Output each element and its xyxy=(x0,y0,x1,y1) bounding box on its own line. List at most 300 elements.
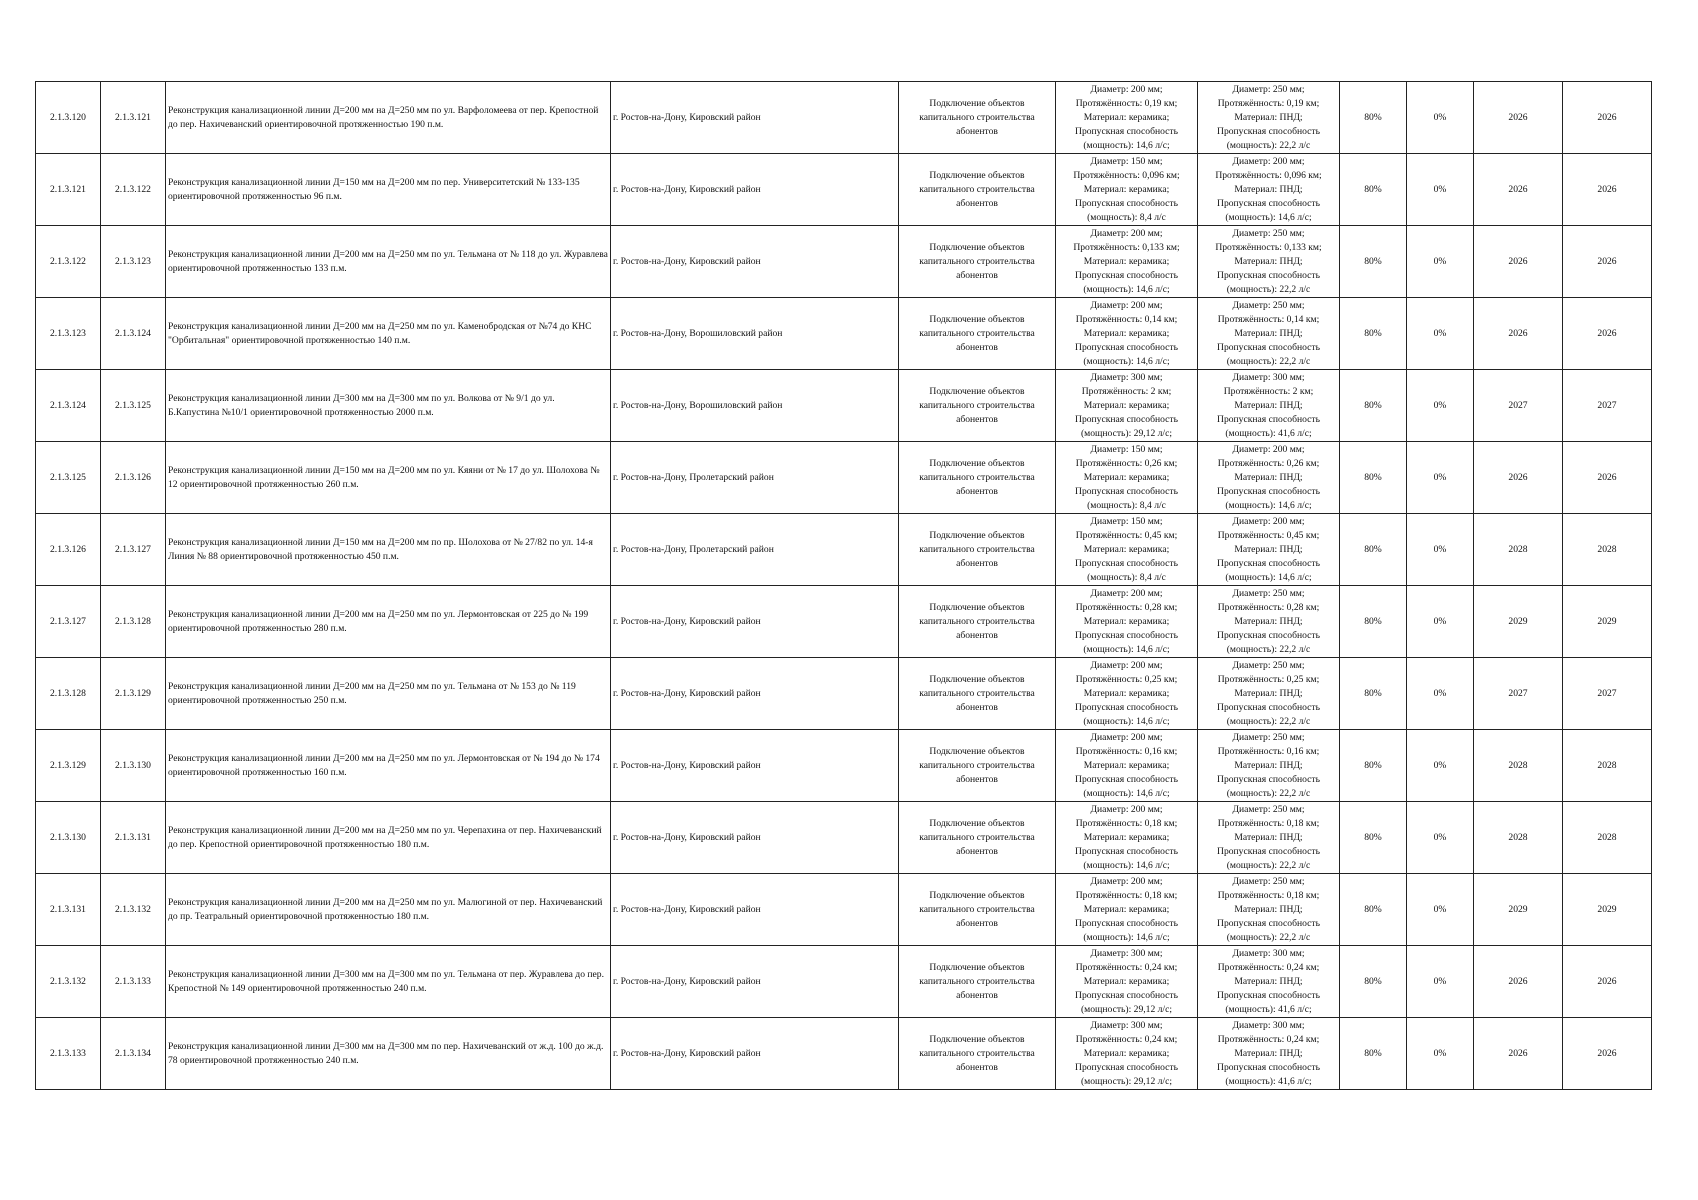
location-cell: г. Ростов-на-Дону, Пролетарский район xyxy=(611,514,899,586)
params-after-line: Протяжённость: 0,133 км; xyxy=(1215,241,1322,253)
row-number-cell: 2.1.3.123 xyxy=(36,298,101,370)
params-after-line: Пропускная способность xyxy=(1217,125,1320,137)
project-name-cell: Реконструкция канализационной линии Д=300 мм на Д=300 мм по ул. Волкова от № 9/1 до ул. Б.Капустина №10/1 ориентировочной протяженностью 2000 п.м. xyxy=(166,370,611,442)
params-after-cell xyxy=(1198,1018,1340,1090)
params-before-line: Материал: керамика; xyxy=(1083,543,1170,555)
project-name-cell: Реконструкция канализационной линии Д=150 мм на Д=200 мм по пр. Шолохова от № 27/82 по ул. 14-я Линия № 88 ориентировочной протяженностью 450 п.м. xyxy=(166,514,611,586)
table-row xyxy=(36,442,1652,514)
row-number-cell: 2.1.3.130 xyxy=(36,802,101,874)
params-before-line: Протяжённость: 0,133 км; xyxy=(1073,241,1180,253)
purpose-cell: Подключение объектов капитального строительства абонентов xyxy=(899,874,1056,946)
params-after-line: Диаметр: 250 мм; xyxy=(1232,227,1305,239)
params-before-line: (мощность): 29,12 л/с; xyxy=(1080,1075,1173,1087)
params-after-line: (мощность): 22,2 л/с xyxy=(1226,931,1311,943)
params-before-line: Пропускная способность xyxy=(1075,845,1178,857)
year-start-cell: 2026 xyxy=(1474,226,1563,298)
params-after-line: Материал: ПНД; xyxy=(1234,831,1303,843)
location-cell: г. Ростов-на-Дону, Пролетарский район xyxy=(611,442,899,514)
params-before-line: Пропускная способность xyxy=(1075,773,1178,785)
params-after-line: Протяжённость: 0,24 км; xyxy=(1217,1033,1320,1045)
params-after-line: Диаметр: 200 мм; xyxy=(1232,443,1305,455)
params-before-line: Диаметр: 300 мм; xyxy=(1090,371,1163,383)
year-end-cell: 2027 xyxy=(1563,370,1652,442)
params-before-line: Пропускная способность xyxy=(1075,485,1178,497)
year-end-cell: 2026 xyxy=(1563,1018,1652,1090)
params-before-line: Материал: керамика; xyxy=(1083,111,1170,123)
params-before-line: Протяжённость: 0,19 км; xyxy=(1075,97,1178,109)
wear-before-cell: 80% xyxy=(1340,370,1407,442)
params-before-line: Пропускная способность xyxy=(1075,917,1178,929)
params-before-line: (мощность): 14,6 л/с; xyxy=(1083,139,1170,151)
params-before-line: Материал: керамика; xyxy=(1083,759,1170,771)
params-after-line: (мощность): 22,2 л/с xyxy=(1226,139,1311,151)
params-after-cell xyxy=(1198,442,1340,514)
wear-before-cell: 80% xyxy=(1340,154,1407,226)
year-end-cell: 2026 xyxy=(1563,442,1652,514)
params-before-line: Диаметр: 150 мм; xyxy=(1090,443,1163,455)
table-body xyxy=(36,82,1652,1090)
row-code-cell: 2.1.3.134 xyxy=(101,1018,166,1090)
params-after-line: Диаметр: 250 мм; xyxy=(1232,587,1305,599)
wear-before-cell: 80% xyxy=(1340,442,1407,514)
project-name-cell: Реконструкция канализационной линии Д=300 мм на Д=300 мм по ул. Тельмана от пер. Журавлева до пер. Крепостной № 149 ориентировочной протяженностью 240 п.м. xyxy=(166,946,611,1018)
wear-before-cell: 80% xyxy=(1340,946,1407,1018)
row-code-cell: 2.1.3.128 xyxy=(101,586,166,658)
params-before-line: (мощность): 14,6 л/с; xyxy=(1083,931,1170,943)
params-after-line: Пропускная способность xyxy=(1217,197,1320,209)
params-before-line: Протяжённость: 0,16 км; xyxy=(1075,745,1178,757)
params-after-line: Диаметр: 250 мм; xyxy=(1232,299,1305,311)
project-name-cell: Реконструкция канализационной линии Д=200 мм на Д=250 мм по ул. Варфоломеева от пер. Крепостной до пер. Нахичеванский ориентировочной протяженностью 190 п.м. xyxy=(166,82,611,154)
params-after-cell xyxy=(1198,802,1340,874)
year-start-cell: 2028 xyxy=(1474,802,1563,874)
params-before-line: Материал: керамика; xyxy=(1083,399,1170,411)
params-after-line: Диаметр: 300 мм; xyxy=(1232,1019,1305,1031)
row-code-cell: 2.1.3.127 xyxy=(101,514,166,586)
params-before-line: Диаметр: 200 мм; xyxy=(1090,731,1163,743)
row-code-cell: 2.1.3.123 xyxy=(101,226,166,298)
project-name-cell: Реконструкция канализационной линии Д=200 мм на Д=250 мм по ул. Тельмана от № 118 до ул. Журавлева ориентировочной протяженностью 133 п.м. xyxy=(166,226,611,298)
project-name-cell: Реконструкция канализационной линии Д=200 мм на Д=250 мм по ул. Малюгиной от пер. Нахичеванский до пр. Театральный ориентировочной протяженностью 180 п.м. xyxy=(166,874,611,946)
table-row xyxy=(36,298,1652,370)
year-end-cell: 2027 xyxy=(1563,658,1652,730)
params-after-line: Материал: ПНД; xyxy=(1234,903,1303,915)
row-number-cell: 2.1.3.126 xyxy=(36,514,101,586)
location-cell: г. Ростов-на-Дону, Кировский район xyxy=(611,82,899,154)
params-after-cell xyxy=(1198,514,1340,586)
row-code-cell: 2.1.3.126 xyxy=(101,442,166,514)
table-row xyxy=(36,874,1652,946)
params-before-line: Пропускная способность xyxy=(1075,1061,1178,1073)
sewer-reconstruction-table xyxy=(35,81,1652,1090)
params-after-line: Материал: ПНД; xyxy=(1234,399,1303,411)
params-before-line: Протяжённость: 0,096 км; xyxy=(1073,169,1180,181)
params-after-line: Протяжённость: 0,19 км; xyxy=(1217,97,1320,109)
params-after-line: Протяжённость: 0,18 км; xyxy=(1217,889,1320,901)
table-row xyxy=(36,514,1652,586)
params-after-cell xyxy=(1198,298,1340,370)
params-before-line: Материал: керамика; xyxy=(1083,1047,1170,1059)
purpose-cell: Подключение объектов капитального строительства абонентов xyxy=(899,802,1056,874)
params-after-line: Пропускная способность xyxy=(1217,917,1320,929)
params-after-line: Диаметр: 250 мм; xyxy=(1232,803,1305,815)
location-cell: г. Ростов-на-Дону, Ворошиловский район xyxy=(611,370,899,442)
params-after-line: Пропускная способность xyxy=(1217,629,1320,641)
params-after-line: Протяжённость: 0,24 км; xyxy=(1217,961,1320,973)
row-code-cell: 2.1.3.129 xyxy=(101,658,166,730)
params-after-line: Протяжённость: 0,096 км; xyxy=(1215,169,1322,181)
params-before-line: Протяжённость: 0,28 км; xyxy=(1075,601,1178,613)
purpose-cell: Подключение объектов капитального строительства абонентов xyxy=(899,442,1056,514)
params-before-cell xyxy=(1056,370,1198,442)
wear-before-cell: 80% xyxy=(1340,1018,1407,1090)
wear-before-cell: 80% xyxy=(1340,730,1407,802)
purpose-cell: Подключение объектов капитального строительства абонентов xyxy=(899,946,1056,1018)
params-before-line: Материал: керамика; xyxy=(1083,183,1170,195)
params-before-line: Диаметр: 150 мм; xyxy=(1090,515,1163,527)
params-after-line: (мощность): 41,6 л/с; xyxy=(1225,1003,1312,1015)
params-after-cell xyxy=(1198,730,1340,802)
row-number-cell: 2.1.3.128 xyxy=(36,658,101,730)
params-after-cell xyxy=(1198,946,1340,1018)
params-after-line: Диаметр: 200 мм; xyxy=(1232,155,1305,167)
params-after-line: Материал: ПНД; xyxy=(1234,327,1303,339)
wear-before-cell: 80% xyxy=(1340,82,1407,154)
params-before-line: Диаметр: 200 мм; xyxy=(1090,803,1163,815)
params-after-line: Протяжённость: 0,25 км; xyxy=(1217,673,1320,685)
year-start-cell: 2026 xyxy=(1474,154,1563,226)
params-before-line: Материал: керамика; xyxy=(1083,255,1170,267)
params-before-line: Материал: керамика; xyxy=(1083,687,1170,699)
wear-after-cell: 0% xyxy=(1407,874,1474,946)
year-end-cell: 2026 xyxy=(1563,82,1652,154)
params-before-line: Диаметр: 200 мм; xyxy=(1090,299,1163,311)
params-before-line: Материал: керамика; xyxy=(1083,903,1170,915)
purpose-cell: Подключение объектов капитального строительства абонентов xyxy=(899,586,1056,658)
params-after-line: Материал: ПНД; xyxy=(1234,687,1303,699)
wear-before-cell: 80% xyxy=(1340,658,1407,730)
wear-after-cell: 0% xyxy=(1407,226,1474,298)
params-before-cell xyxy=(1056,586,1198,658)
params-before-line: Материал: керамика; xyxy=(1083,831,1170,843)
params-before-cell xyxy=(1056,802,1198,874)
params-before-line: (мощность): 14,6 л/с; xyxy=(1083,643,1170,655)
table-row xyxy=(36,370,1652,442)
params-after-cell xyxy=(1198,82,1340,154)
params-before-line: Протяжённость: 0,14 км; xyxy=(1075,313,1178,325)
params-after-line: (мощность): 22,2 л/с xyxy=(1226,787,1311,799)
params-after-line: Материал: ПНД; xyxy=(1234,615,1303,627)
project-name-cell: Реконструкция канализационной линии Д=200 мм на Д=250 мм по ул. Каменобродская от №74 до КНС "Орбитальная" ориентировочной протяженностью 140 п.м. xyxy=(166,298,611,370)
wear-before-cell: 80% xyxy=(1340,226,1407,298)
params-before-line: Материал: керамика; xyxy=(1083,975,1170,987)
year-start-cell: 2027 xyxy=(1474,658,1563,730)
wear-before-cell: 80% xyxy=(1340,298,1407,370)
row-code-cell: 2.1.3.133 xyxy=(101,946,166,1018)
params-after-line: Пропускная способность xyxy=(1217,485,1320,497)
table-row xyxy=(36,946,1652,1018)
year-start-cell: 2026 xyxy=(1474,946,1563,1018)
wear-after-cell: 0% xyxy=(1407,154,1474,226)
params-after-line: Пропускная способность xyxy=(1217,269,1320,281)
params-after-line: (мощность): 41,6 л/с; xyxy=(1225,427,1312,439)
params-after-cell xyxy=(1198,586,1340,658)
row-code-cell: 2.1.3.132 xyxy=(101,874,166,946)
params-after-line: Диаметр: 250 мм; xyxy=(1232,731,1305,743)
project-name-cell: Реконструкция канализационной линии Д=200 мм на Д=250 мм по ул. Лермонтовская от 225 до № 199 ориентировочной протяженностью 280 п.м. xyxy=(166,586,611,658)
row-number-cell: 2.1.3.133 xyxy=(36,1018,101,1090)
params-before-line: (мощность): 14,6 л/с; xyxy=(1083,283,1170,295)
params-after-line: (мощность): 22,2 л/с xyxy=(1226,859,1311,871)
table-row xyxy=(36,82,1652,154)
wear-after-cell: 0% xyxy=(1407,82,1474,154)
row-number-cell: 2.1.3.124 xyxy=(36,370,101,442)
params-before-line: Пропускная способность xyxy=(1075,413,1178,425)
row-code-cell: 2.1.3.122 xyxy=(101,154,166,226)
params-before-line: Протяжённость: 2 км; xyxy=(1081,385,1172,397)
params-after-line: Протяжённость: 2 км; xyxy=(1223,385,1314,397)
params-after-line: Материал: ПНД; xyxy=(1234,255,1303,267)
params-before-cell xyxy=(1056,1018,1198,1090)
location-cell: г. Ростов-на-Дону, Ворошиловский район xyxy=(611,298,899,370)
location-cell: г. Ростов-на-Дону, Кировский район xyxy=(611,874,899,946)
location-cell: г. Ростов-на-Дону, Кировский район xyxy=(611,802,899,874)
year-start-cell: 2027 xyxy=(1474,370,1563,442)
params-after-line: Пропускная способность xyxy=(1217,1061,1320,1073)
year-start-cell: 2026 xyxy=(1474,1018,1563,1090)
location-cell: г. Ростов-на-Дону, Кировский район xyxy=(611,658,899,730)
params-after-line: Диаметр: 300 мм; xyxy=(1232,371,1305,383)
params-after-line: Диаметр: 200 мм; xyxy=(1232,515,1305,527)
params-after-line: (мощность): 41,6 л/с; xyxy=(1225,1075,1312,1087)
params-before-line: Диаметр: 200 мм; xyxy=(1090,227,1163,239)
params-before-cell xyxy=(1056,874,1198,946)
wear-before-cell: 80% xyxy=(1340,514,1407,586)
year-start-cell: 2029 xyxy=(1474,586,1563,658)
location-cell: г. Ростов-на-Дону, Кировский район xyxy=(611,226,899,298)
purpose-cell: Подключение объектов капитального строительства абонентов xyxy=(899,154,1056,226)
wear-before-cell: 80% xyxy=(1340,874,1407,946)
params-before-cell xyxy=(1056,442,1198,514)
table-row xyxy=(36,1018,1652,1090)
params-after-line: (мощность): 22,2 л/с xyxy=(1226,355,1311,367)
params-before-line: Диаметр: 300 мм; xyxy=(1090,947,1163,959)
params-before-line: Пропускная способность xyxy=(1075,341,1178,353)
params-before-line: Протяжённость: 0,18 км; xyxy=(1075,817,1178,829)
params-before-line: Протяжённость: 0,25 км; xyxy=(1075,673,1178,685)
params-after-line: Материал: ПНД; xyxy=(1234,183,1303,195)
params-after-line: Материал: ПНД; xyxy=(1234,543,1303,555)
params-after-line: Протяжённость: 0,18 км; xyxy=(1217,817,1320,829)
row-number-cell: 2.1.3.120 xyxy=(36,82,101,154)
params-before-line: Материал: керамика; xyxy=(1083,615,1170,627)
params-before-line: Диаметр: 200 мм; xyxy=(1090,875,1163,887)
params-after-line: Пропускная способность xyxy=(1217,989,1320,1001)
params-before-line: Пропускная способность xyxy=(1075,989,1178,1001)
purpose-cell: Подключение объектов капитального строительства абонентов xyxy=(899,298,1056,370)
params-after-line: Материал: ПНД; xyxy=(1234,111,1303,123)
params-before-line: Пропускная способность xyxy=(1075,269,1178,281)
params-before-line: Пропускная способность xyxy=(1075,629,1178,641)
location-cell: г. Ростов-на-Дону, Кировский район xyxy=(611,154,899,226)
year-start-cell: 2028 xyxy=(1474,514,1563,586)
location-cell: г. Ростов-на-Дону, Кировский район xyxy=(611,1018,899,1090)
params-before-line: (мощность): 14,6 л/с; xyxy=(1083,787,1170,799)
params-before-line: (мощность): 29,12 л/с; xyxy=(1080,427,1173,439)
table-row xyxy=(36,226,1652,298)
params-after-line: Протяжённость: 0,45 км; xyxy=(1217,529,1320,541)
year-end-cell: 2026 xyxy=(1563,298,1652,370)
params-after-cell xyxy=(1198,226,1340,298)
wear-after-cell: 0% xyxy=(1407,946,1474,1018)
params-before-line: (мощность): 8,4 л/с xyxy=(1087,499,1166,511)
year-end-cell: 2029 xyxy=(1563,874,1652,946)
params-before-line: (мощность): 8,4 л/с xyxy=(1087,211,1166,223)
wear-before-cell: 80% xyxy=(1340,802,1407,874)
params-before-cell xyxy=(1056,514,1198,586)
wear-after-cell: 0% xyxy=(1407,802,1474,874)
params-before-line: (мощность): 14,6 л/с; xyxy=(1083,859,1170,871)
params-before-cell xyxy=(1056,946,1198,1018)
project-name-cell: Реконструкция канализационной линии Д=200 мм на Д=250 мм по ул. Лермонтовская от № 194 до № 174 ориентировочной протяженностью 160 п.м. xyxy=(166,730,611,802)
table-row xyxy=(36,586,1652,658)
year-end-cell: 2029 xyxy=(1563,586,1652,658)
params-after-cell xyxy=(1198,370,1340,442)
params-after-line: Протяжённость: 0,26 км; xyxy=(1217,457,1320,469)
row-number-cell: 2.1.3.127 xyxy=(36,586,101,658)
year-start-cell: 2028 xyxy=(1474,730,1563,802)
purpose-cell: Подключение объектов капитального строительства абонентов xyxy=(899,370,1056,442)
params-before-line: Протяжённость: 0,26 км; xyxy=(1075,457,1178,469)
params-after-line: Диаметр: 300 мм; xyxy=(1232,947,1305,959)
year-start-cell: 2029 xyxy=(1474,874,1563,946)
params-before-line: Пропускная способность xyxy=(1075,125,1178,137)
params-before-cell xyxy=(1056,226,1198,298)
purpose-cell: Подключение объектов капитального строительства абонентов xyxy=(899,1018,1056,1090)
year-start-cell: 2026 xyxy=(1474,442,1563,514)
params-after-line: Пропускная способность xyxy=(1217,341,1320,353)
params-after-line: Пропускная способность xyxy=(1217,557,1320,569)
params-before-line: (мощность): 8,4 л/с xyxy=(1087,571,1166,583)
year-end-cell: 2026 xyxy=(1563,226,1652,298)
row-number-cell: 2.1.3.121 xyxy=(36,154,101,226)
params-after-line: Пропускная способность xyxy=(1217,701,1320,713)
wear-after-cell: 0% xyxy=(1407,298,1474,370)
row-code-cell: 2.1.3.131 xyxy=(101,802,166,874)
params-after-line: (мощность): 22,2 л/с xyxy=(1226,283,1311,295)
params-after-cell xyxy=(1198,154,1340,226)
purpose-cell: Подключение объектов капитального строительства абонентов xyxy=(899,514,1056,586)
row-code-cell: 2.1.3.130 xyxy=(101,730,166,802)
row-number-cell: 2.1.3.122 xyxy=(36,226,101,298)
year-start-cell: 2026 xyxy=(1474,298,1563,370)
params-before-line: Протяжённость: 0,18 км; xyxy=(1075,889,1178,901)
params-before-line: Протяжённость: 0,24 км; xyxy=(1075,1033,1178,1045)
params-after-cell xyxy=(1198,658,1340,730)
params-after-cell xyxy=(1198,874,1340,946)
params-after-line: Материал: ПНД; xyxy=(1234,1047,1303,1059)
table-row xyxy=(36,802,1652,874)
purpose-cell: Подключение объектов капитального строительства абонентов xyxy=(899,82,1056,154)
location-cell: г. Ростов-на-Дону, Кировский район xyxy=(611,586,899,658)
params-before-line: Диаметр: 200 мм; xyxy=(1090,659,1163,671)
params-after-line: Диаметр: 250 мм; xyxy=(1232,875,1305,887)
params-before-line: Пропускная способность xyxy=(1075,197,1178,209)
params-after-line: Протяжённость: 0,14 км; xyxy=(1217,313,1320,325)
params-before-cell xyxy=(1056,658,1198,730)
row-number-cell: 2.1.3.129 xyxy=(36,730,101,802)
params-after-line: (мощность): 22,2 л/с xyxy=(1226,643,1311,655)
year-end-cell: 2026 xyxy=(1563,154,1652,226)
year-start-cell: 2026 xyxy=(1474,82,1563,154)
params-before-line: Пропускная способность xyxy=(1075,557,1178,569)
params-after-line: (мощность): 14,6 л/с; xyxy=(1225,571,1312,583)
params-before-line: Диаметр: 150 мм; xyxy=(1090,155,1163,167)
investment-program-table-sheet xyxy=(35,81,1652,1090)
project-name-cell: Реконструкция канализационной линии Д=150 мм на Д=200 мм по пер. Университетский № 133-135 ориентировочной протяженностью 96 п.м. xyxy=(166,154,611,226)
params-before-line: Материал: керамика; xyxy=(1083,327,1170,339)
row-code-cell: 2.1.3.125 xyxy=(101,370,166,442)
params-before-cell xyxy=(1056,154,1198,226)
project-name-cell: Реконструкция канализационной линии Д=200 мм на Д=250 мм по ул. Тельмана от № 153 до № 119 ориентировочной протяженностью 250 п.м. xyxy=(166,658,611,730)
params-after-line: Протяжённость: 0,28 км; xyxy=(1217,601,1320,613)
params-before-cell xyxy=(1056,730,1198,802)
params-before-line: Пропускная способность xyxy=(1075,701,1178,713)
params-after-line: Диаметр: 250 мм; xyxy=(1232,659,1305,671)
params-before-line: Диаметр: 300 мм; xyxy=(1090,1019,1163,1031)
wear-after-cell: 0% xyxy=(1407,1018,1474,1090)
row-number-cell: 2.1.3.125 xyxy=(36,442,101,514)
params-after-line: Материал: ПНД; xyxy=(1234,975,1303,987)
row-code-cell: 2.1.3.124 xyxy=(101,298,166,370)
wear-after-cell: 0% xyxy=(1407,370,1474,442)
params-after-line: (мощность): 14,6 л/с; xyxy=(1225,211,1312,223)
table-row xyxy=(36,730,1652,802)
params-before-cell xyxy=(1056,298,1198,370)
params-before-line: Протяжённость: 0,24 км; xyxy=(1075,961,1178,973)
year-end-cell: 2028 xyxy=(1563,730,1652,802)
params-after-line: Пропускная способность xyxy=(1217,773,1320,785)
params-after-line: Материал: ПНД; xyxy=(1234,471,1303,483)
project-name-cell: Реконструкция канализационной линии Д=150 мм на Д=200 мм по ул. Кяяни от № 17 до ул. Шолохова № 12 ориентировочной протяженностью 260 п.м. xyxy=(166,442,611,514)
row-code-cell: 2.1.3.121 xyxy=(101,82,166,154)
params-before-line: Диаметр: 200 мм; xyxy=(1090,587,1163,599)
table-row xyxy=(36,154,1652,226)
params-after-line: (мощность): 14,6 л/с; xyxy=(1225,499,1312,511)
params-before-line: (мощность): 29,12 л/с; xyxy=(1080,1003,1173,1015)
year-end-cell: 2028 xyxy=(1563,514,1652,586)
location-cell: г. Ростов-на-Дону, Кировский район xyxy=(611,946,899,1018)
row-number-cell: 2.1.3.132 xyxy=(36,946,101,1018)
purpose-cell: Подключение объектов капитального строительства абонентов xyxy=(899,226,1056,298)
params-before-line: (мощность): 14,6 л/с; xyxy=(1083,715,1170,727)
params-after-line: Пропускная способность xyxy=(1217,413,1320,425)
wear-after-cell: 0% xyxy=(1407,658,1474,730)
year-end-cell: 2026 xyxy=(1563,946,1652,1018)
params-after-line: (мощность): 22,2 л/с xyxy=(1226,715,1311,727)
table-row xyxy=(36,658,1652,730)
params-before-line: Материал: керамика; xyxy=(1083,471,1170,483)
wear-after-cell: 0% xyxy=(1407,514,1474,586)
project-name-cell: Реконструкция канализационной линии Д=300 мм на Д=300 мм по пер. Нахичеванский от ж.д. 100 до ж.д. 78 ориентировочной протяженностью 240 п.м. xyxy=(166,1018,611,1090)
wear-before-cell: 80% xyxy=(1340,586,1407,658)
wear-after-cell: 0% xyxy=(1407,442,1474,514)
params-after-line: Пропускная способность xyxy=(1217,845,1320,857)
params-before-line: Диаметр: 200 мм; xyxy=(1090,83,1163,95)
row-number-cell: 2.1.3.131 xyxy=(36,874,101,946)
location-cell: г. Ростов-на-Дону, Кировский район xyxy=(611,730,899,802)
params-before-cell xyxy=(1056,82,1198,154)
